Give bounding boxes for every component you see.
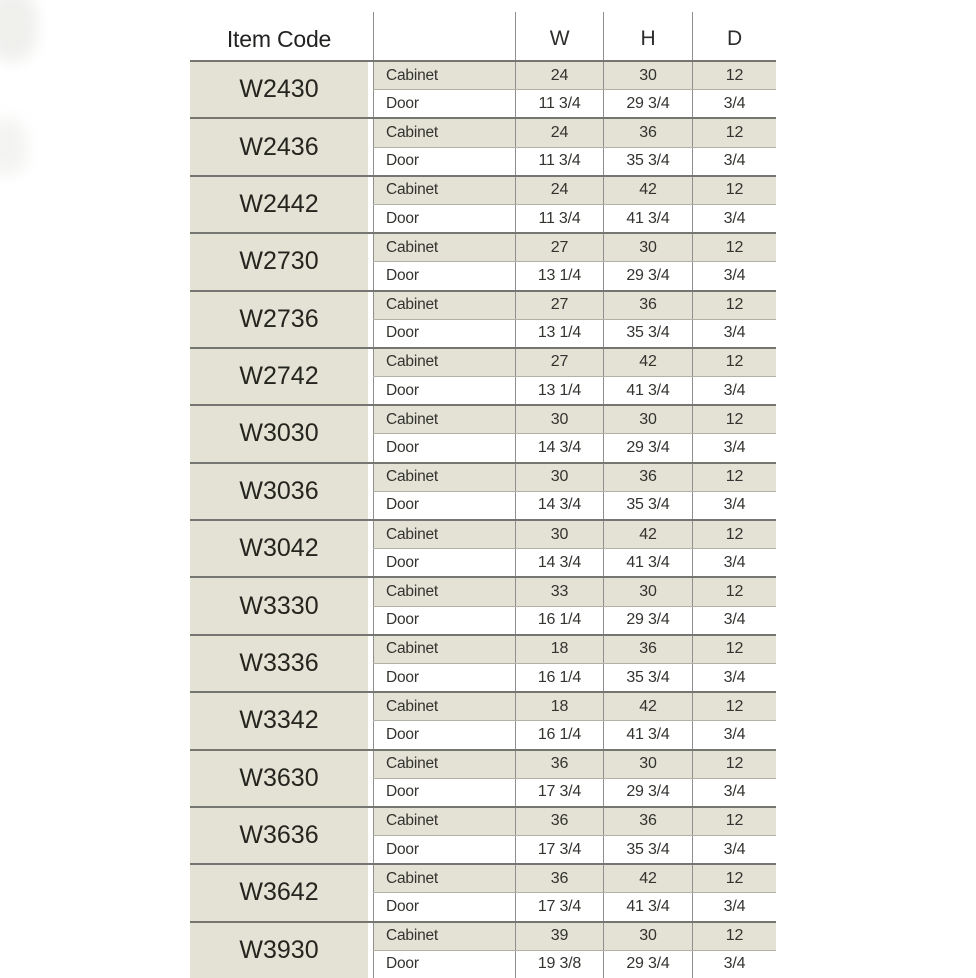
item-group [190,806,776,863]
item-group [190,290,776,347]
door-label: Door [373,664,515,691]
item-code-cell: W2436 [190,119,368,174]
cabinet-depth-value: 12 [692,62,776,89]
door-height-value: 35 3/4 [603,148,692,175]
cabinet-label: Cabinet [373,636,515,663]
cabinet-height-value: 30 [603,923,692,950]
door-depth-value: 3/4 [692,664,776,691]
door-height-value: 29 3/4 [603,262,692,289]
cabinet-depth-value: 12 [692,751,776,778]
door-depth-value: 3/4 [692,836,776,863]
door-label: Door [373,434,515,461]
cabinet-depth-value: 12 [692,693,776,720]
door-width-value: 11 3/4 [515,205,603,232]
cabinet-height-value: 30 [603,751,692,778]
door-row [373,204,776,232]
door-label: Door [373,951,515,978]
cabinet-width-value: 36 [515,751,603,778]
door-height-value: 29 3/4 [603,434,692,461]
door-width-value: 16 1/4 [515,664,603,691]
item-code-cell: W3042 [190,521,368,576]
door-label: Door [373,205,515,232]
door-depth-value: 3/4 [692,262,776,289]
cabinet-row [373,464,776,491]
cabinet-height-value: 42 [603,865,692,892]
door-width-value: 14 3/4 [515,549,603,576]
door-width-value: 14 3/4 [515,434,603,461]
cabinet-row [373,177,776,204]
cabinet-height-value: 42 [603,349,692,376]
door-height-value: 29 3/4 [603,951,692,978]
item-group [190,863,776,920]
door-depth-value: 3/4 [692,205,776,232]
door-width-value: 19 3/8 [515,951,603,978]
group-rows [373,464,776,519]
item-code-cell: W2430 [190,62,368,117]
cabinet-width-value: 36 [515,808,603,835]
door-height-value: 35 3/4 [603,664,692,691]
door-depth-value: 3/4 [692,434,776,461]
door-row [373,778,776,806]
cabinet-height-value: 36 [603,292,692,319]
row-type-header [373,12,515,60]
cabinet-height-value: 42 [603,693,692,720]
cabinet-width-value: 30 [515,464,603,491]
door-depth-value: 3/4 [692,492,776,519]
cabinet-depth-value: 12 [692,636,776,663]
door-width-value: 11 3/4 [515,90,603,117]
door-row [373,433,776,461]
cabinet-width-value: 39 [515,923,603,950]
item-group [190,347,776,404]
cabinet-label: Cabinet [373,808,515,835]
door-width-value: 13 1/4 [515,377,603,404]
cabinet-row [373,693,776,720]
item-code-header: Item Code [226,25,332,52]
door-height-value: 29 3/4 [603,607,692,634]
height-header: H [603,12,692,60]
door-depth-value: 3/4 [692,90,776,117]
cabinet-height-value: 30 [603,62,692,89]
item-code-cell: W2742 [190,349,368,404]
item-group [190,175,776,232]
door-label: Door [373,492,515,519]
door-height-value: 29 3/4 [603,779,692,806]
group-rows [373,62,776,117]
cabinet-depth-value: 12 [692,292,776,319]
door-label: Door [373,320,515,347]
cabinet-width-value: 30 [515,406,603,433]
cabinet-label: Cabinet [373,464,515,491]
table-body [190,60,776,978]
door-width-value: 13 1/4 [515,262,603,289]
item-group [190,634,776,691]
cabinet-depth-value: 12 [692,521,776,548]
cabinet-height-value: 42 [603,521,692,548]
group-rows [373,119,776,174]
cabinet-width-value: 30 [515,521,603,548]
item-group [190,749,776,806]
door-row [373,663,776,691]
group-rows [373,234,776,289]
cabinet-row [373,865,776,892]
item-code-cell: W3036 [190,464,368,519]
cabinet-label: Cabinet [373,923,515,950]
item-code-cell: W2730 [190,234,368,289]
group-rows [373,292,776,347]
cabinet-label: Cabinet [373,62,515,89]
cabinet-height-value: 30 [603,578,692,605]
cabinet-row [373,521,776,548]
cabinet-row [373,62,776,89]
door-row [373,491,776,519]
item-code-cell: W3330 [190,578,368,633]
item-code-cell: W3342 [190,693,368,748]
door-width-value: 14 3/4 [515,492,603,519]
cabinet-height-value: 30 [603,406,692,433]
door-label: Door [373,836,515,863]
cabinet-row [373,636,776,663]
door-label: Door [373,779,515,806]
cabinet-width-value: 36 [515,865,603,892]
door-height-value: 35 3/4 [603,836,692,863]
item-group [190,404,776,461]
door-depth-value: 3/4 [692,607,776,634]
cabinet-row [373,923,776,950]
door-width-value: 17 3/4 [515,836,603,863]
cabinet-label: Cabinet [373,693,515,720]
door-depth-value: 3/4 [692,320,776,347]
door-depth-value: 3/4 [692,377,776,404]
item-code-cell: W3642 [190,865,368,920]
item-code-cell: W3636 [190,808,368,863]
item-code-cell: W3030 [190,406,368,461]
cabinet-width-value: 27 [515,349,603,376]
door-row [373,892,776,920]
group-rows [373,349,776,404]
cabinet-depth-value: 12 [692,406,776,433]
door-height-value: 41 3/4 [603,549,692,576]
cabinet-height-value: 42 [603,177,692,204]
item-code-cell: W3630 [190,751,368,806]
cabinet-label: Cabinet [373,751,515,778]
door-row [373,606,776,634]
door-width-value: 17 3/4 [515,779,603,806]
cabinet-depth-value: 12 [692,349,776,376]
door-height-value: 35 3/4 [603,320,692,347]
item-group [190,691,776,748]
item-code-cell: W3336 [190,636,368,691]
cabinet-depth-value: 12 [692,119,776,146]
cabinet-height-value: 36 [603,119,692,146]
door-width-value: 11 3/4 [515,148,603,175]
door-label: Door [373,607,515,634]
cabinet-depth-value: 12 [692,578,776,605]
cabinet-height-value: 36 [603,464,692,491]
cabinet-row [373,349,776,376]
group-rows [373,923,776,978]
door-row [373,548,776,576]
group-rows [373,751,776,806]
door-label: Door [373,90,515,117]
item-code-cell: W2442 [190,177,368,232]
cabinet-label: Cabinet [373,865,515,892]
door-height-value: 41 3/4 [603,893,692,920]
group-rows [373,578,776,633]
cabinet-depth-value: 12 [692,177,776,204]
door-width-value: 16 1/4 [515,721,603,748]
cabinet-row [373,578,776,605]
cabinet-height-value: 30 [603,234,692,261]
door-height-value: 41 3/4 [603,721,692,748]
door-width-value: 13 1/4 [515,320,603,347]
door-height-value: 41 3/4 [603,377,692,404]
cabinet-width-value: 24 [515,119,603,146]
item-group [190,462,776,519]
cabinet-row [373,119,776,146]
cabinet-row [373,292,776,319]
door-height-value: 35 3/4 [603,492,692,519]
door-height-value: 29 3/4 [603,90,692,117]
cabinet-width-value: 33 [515,578,603,605]
cabinet-row [373,808,776,835]
cabinet-width-value: 18 [515,693,603,720]
door-label: Door [373,549,515,576]
door-depth-value: 3/4 [692,148,776,175]
cabinet-width-value: 18 [515,636,603,663]
cabinet-width-value: 24 [515,62,603,89]
door-row [373,261,776,289]
cabinet-spec-table [190,12,776,978]
width-header: W [515,12,603,60]
item-group [190,576,776,633]
door-depth-value: 3/4 [692,721,776,748]
door-row [373,835,776,863]
group-rows [373,177,776,232]
depth-header: D [692,12,776,60]
cabinet-label: Cabinet [373,349,515,376]
item-group [190,117,776,174]
item-group [190,921,776,978]
door-depth-value: 3/4 [692,951,776,978]
cabinet-label: Cabinet [373,234,515,261]
cabinet-label: Cabinet [373,521,515,548]
group-rows [373,521,776,576]
table-header-row [190,12,776,60]
door-label: Door [373,148,515,175]
item-group [190,232,776,289]
cabinet-row [373,751,776,778]
door-row [373,376,776,404]
door-label: Door [373,377,515,404]
door-width-value: 16 1/4 [515,607,603,634]
item-group [190,60,776,117]
cabinet-depth-value: 12 [692,808,776,835]
door-label: Door [373,893,515,920]
cabinet-label: Cabinet [373,119,515,146]
door-row [373,720,776,748]
door-row [373,89,776,117]
door-row [373,950,776,978]
cabinet-label: Cabinet [373,177,515,204]
door-depth-value: 3/4 [692,779,776,806]
door-width-value: 17 3/4 [515,893,603,920]
cabinet-depth-value: 12 [692,464,776,491]
cabinet-label: Cabinet [373,578,515,605]
cabinet-depth-value: 12 [692,865,776,892]
door-label: Door [373,262,515,289]
door-label: Door [373,721,515,748]
cabinet-label: Cabinet [373,292,515,319]
cabinet-width-value: 27 [515,292,603,319]
cabinet-width-value: 24 [515,177,603,204]
cabinet-row [373,234,776,261]
cabinet-height-value: 36 [603,636,692,663]
item-code-cell: W3930 [190,923,368,978]
door-depth-value: 3/4 [692,549,776,576]
group-rows [373,808,776,863]
group-rows [373,636,776,691]
scan-artifact [0,0,38,62]
door-depth-value: 3/4 [692,893,776,920]
cabinet-row [373,406,776,433]
group-rows [373,693,776,748]
scan-artifact [0,118,28,176]
cabinet-label: Cabinet [373,406,515,433]
door-height-value: 41 3/4 [603,205,692,232]
door-row [373,319,776,347]
item-code-cell: W2736 [190,292,368,347]
cabinet-height-value: 36 [603,808,692,835]
item-group [190,519,776,576]
group-rows [373,406,776,461]
door-row [373,147,776,175]
cabinet-depth-value: 12 [692,234,776,261]
cabinet-width-value: 27 [515,234,603,261]
cabinet-depth-value: 12 [692,923,776,950]
group-rows [373,865,776,920]
